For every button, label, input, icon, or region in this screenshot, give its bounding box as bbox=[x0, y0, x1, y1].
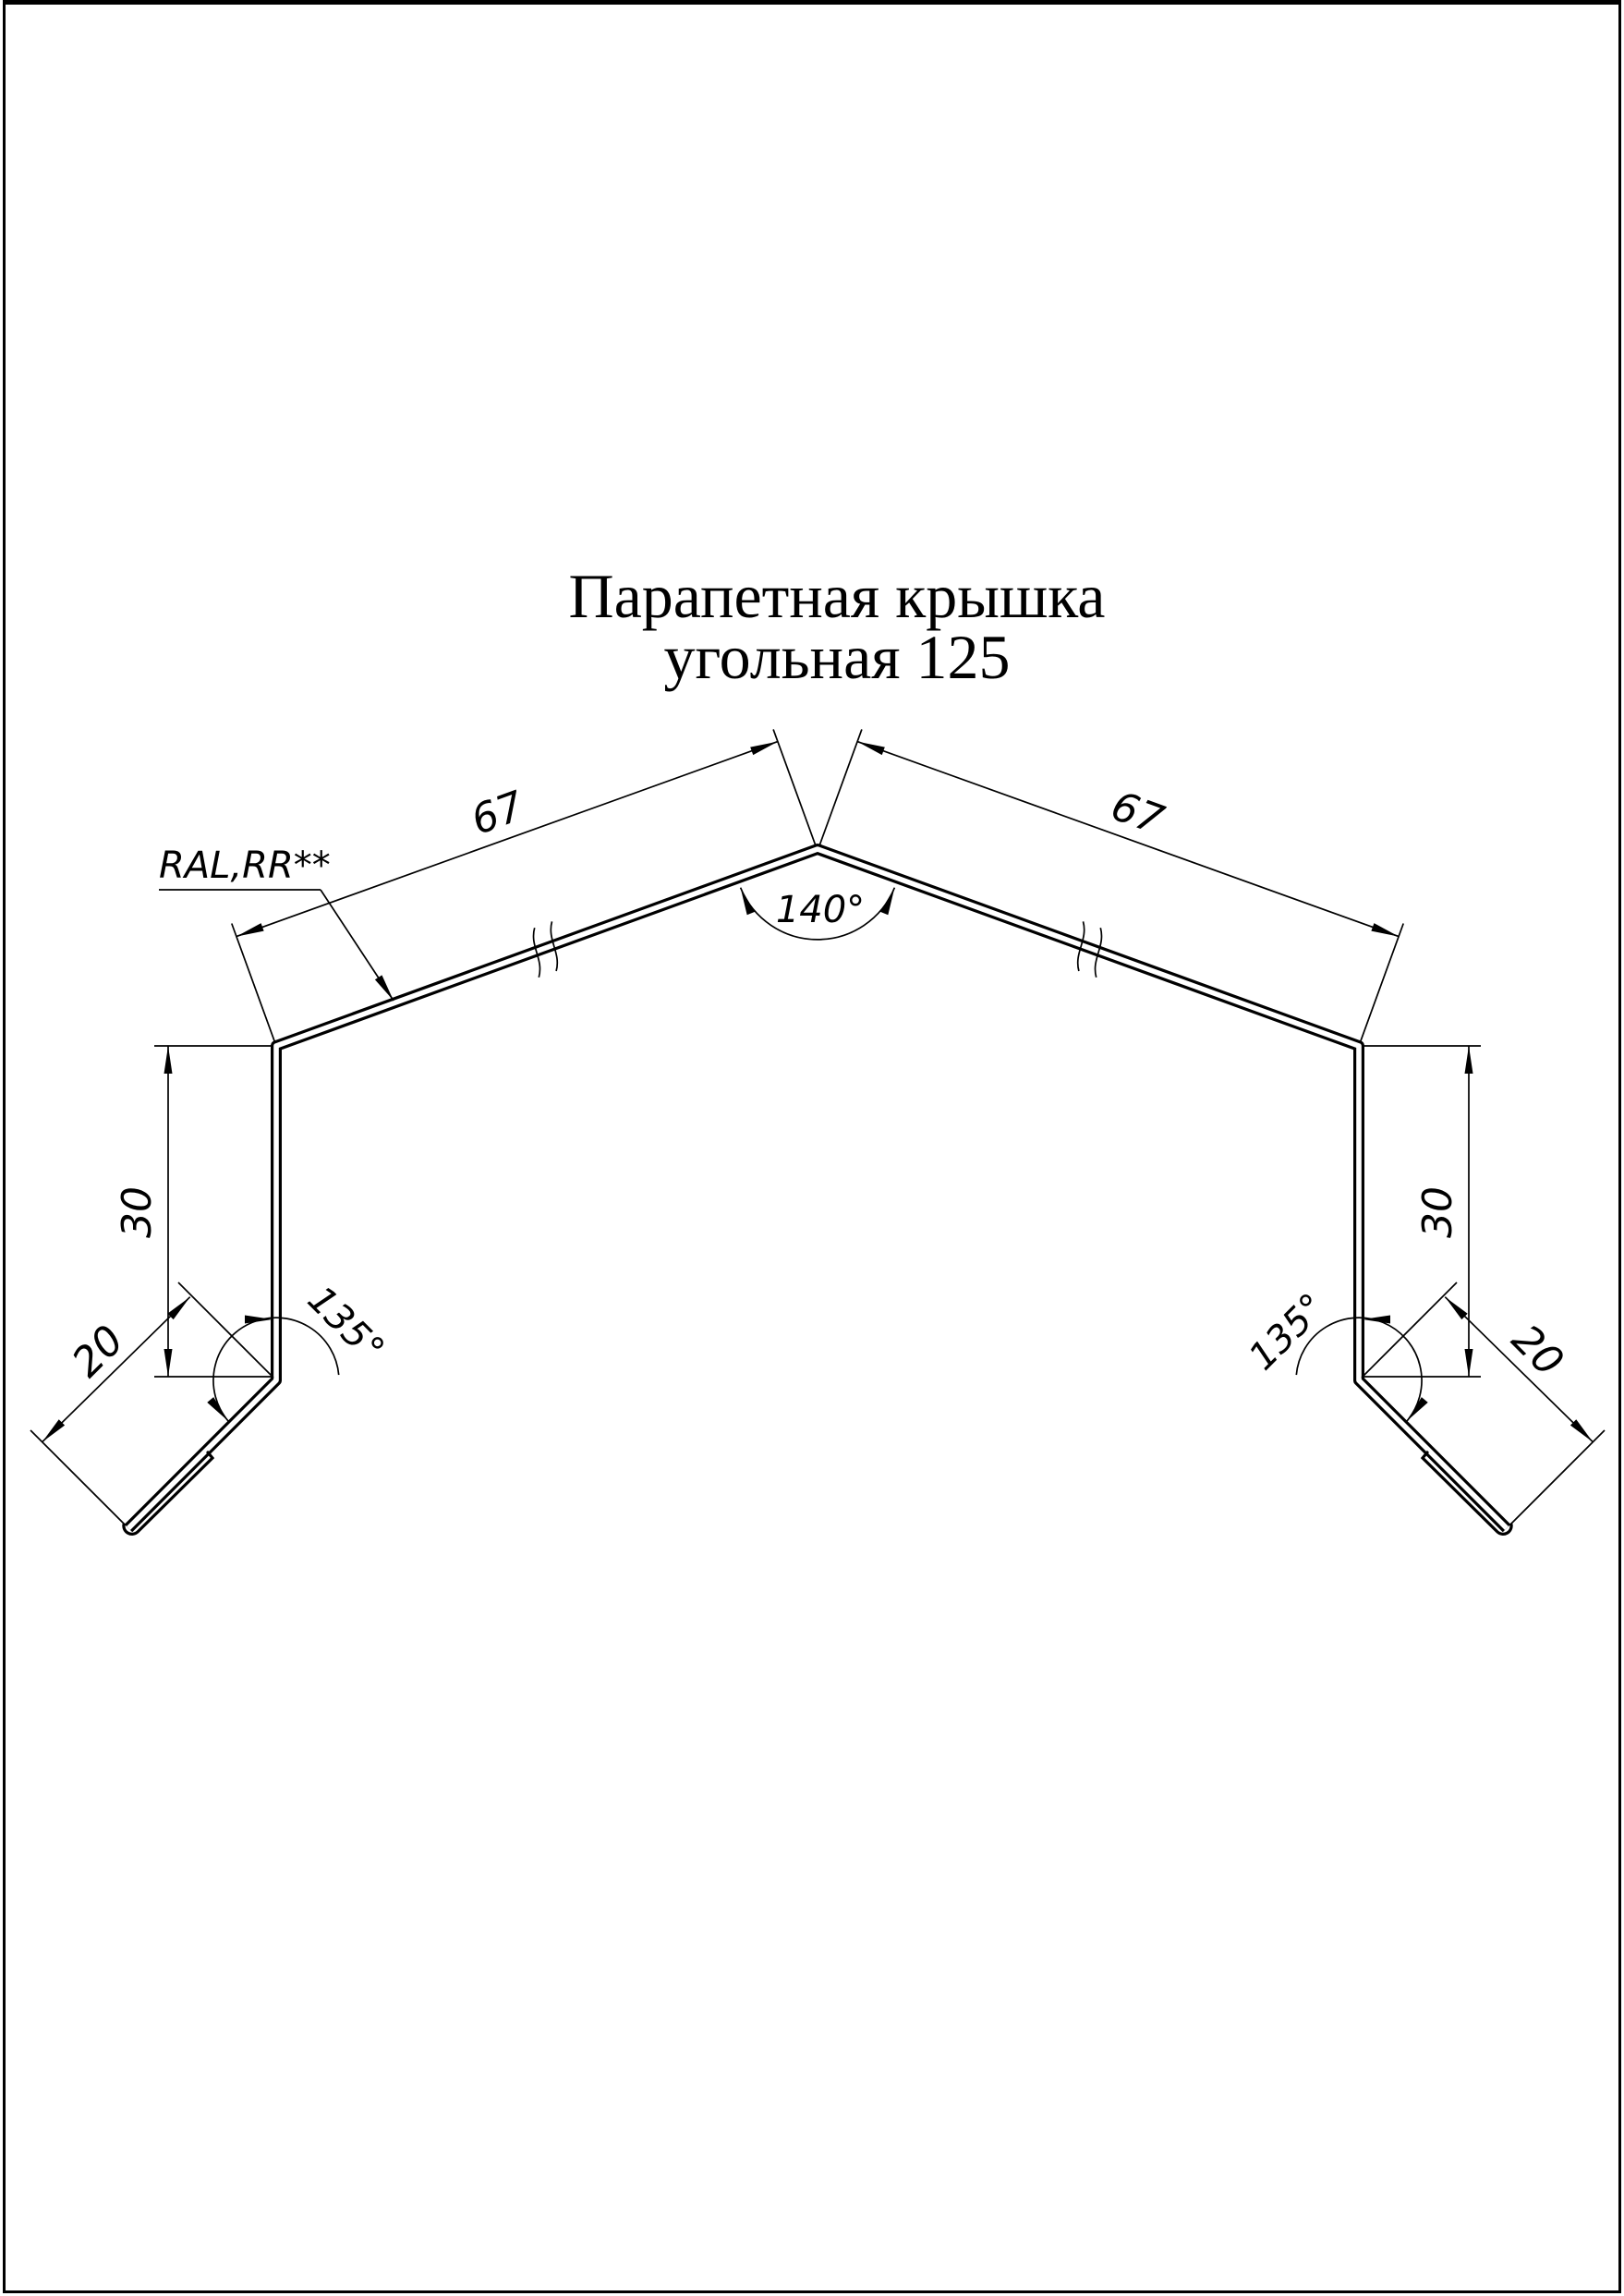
coating-label: RAL,RR** bbox=[159, 844, 331, 887]
dim-apex-angle: 140° bbox=[775, 889, 866, 931]
dim-side-right: 30 bbox=[1414, 1186, 1461, 1238]
dim-drip-left: 20 bbox=[63, 1316, 134, 1387]
profile-core bbox=[128, 849, 1507, 1528]
dim-slope-left: 67 bbox=[465, 782, 530, 844]
dim-drip-right: 20 bbox=[1502, 1315, 1573, 1386]
dim-bend-angle-left: 135° bbox=[298, 1278, 393, 1372]
page-title-line2: угольная 125 bbox=[663, 622, 1011, 692]
profile-outline bbox=[128, 849, 1507, 1528]
page-title-line1: Парапетная крышка bbox=[568, 561, 1106, 631]
dim-bend-angle-right: 135° bbox=[1241, 1285, 1335, 1379]
profile-section bbox=[124, 849, 1511, 1534]
dim-side-left: 30 bbox=[114, 1186, 161, 1238]
dim-slope-right: 67 bbox=[1105, 782, 1170, 844]
